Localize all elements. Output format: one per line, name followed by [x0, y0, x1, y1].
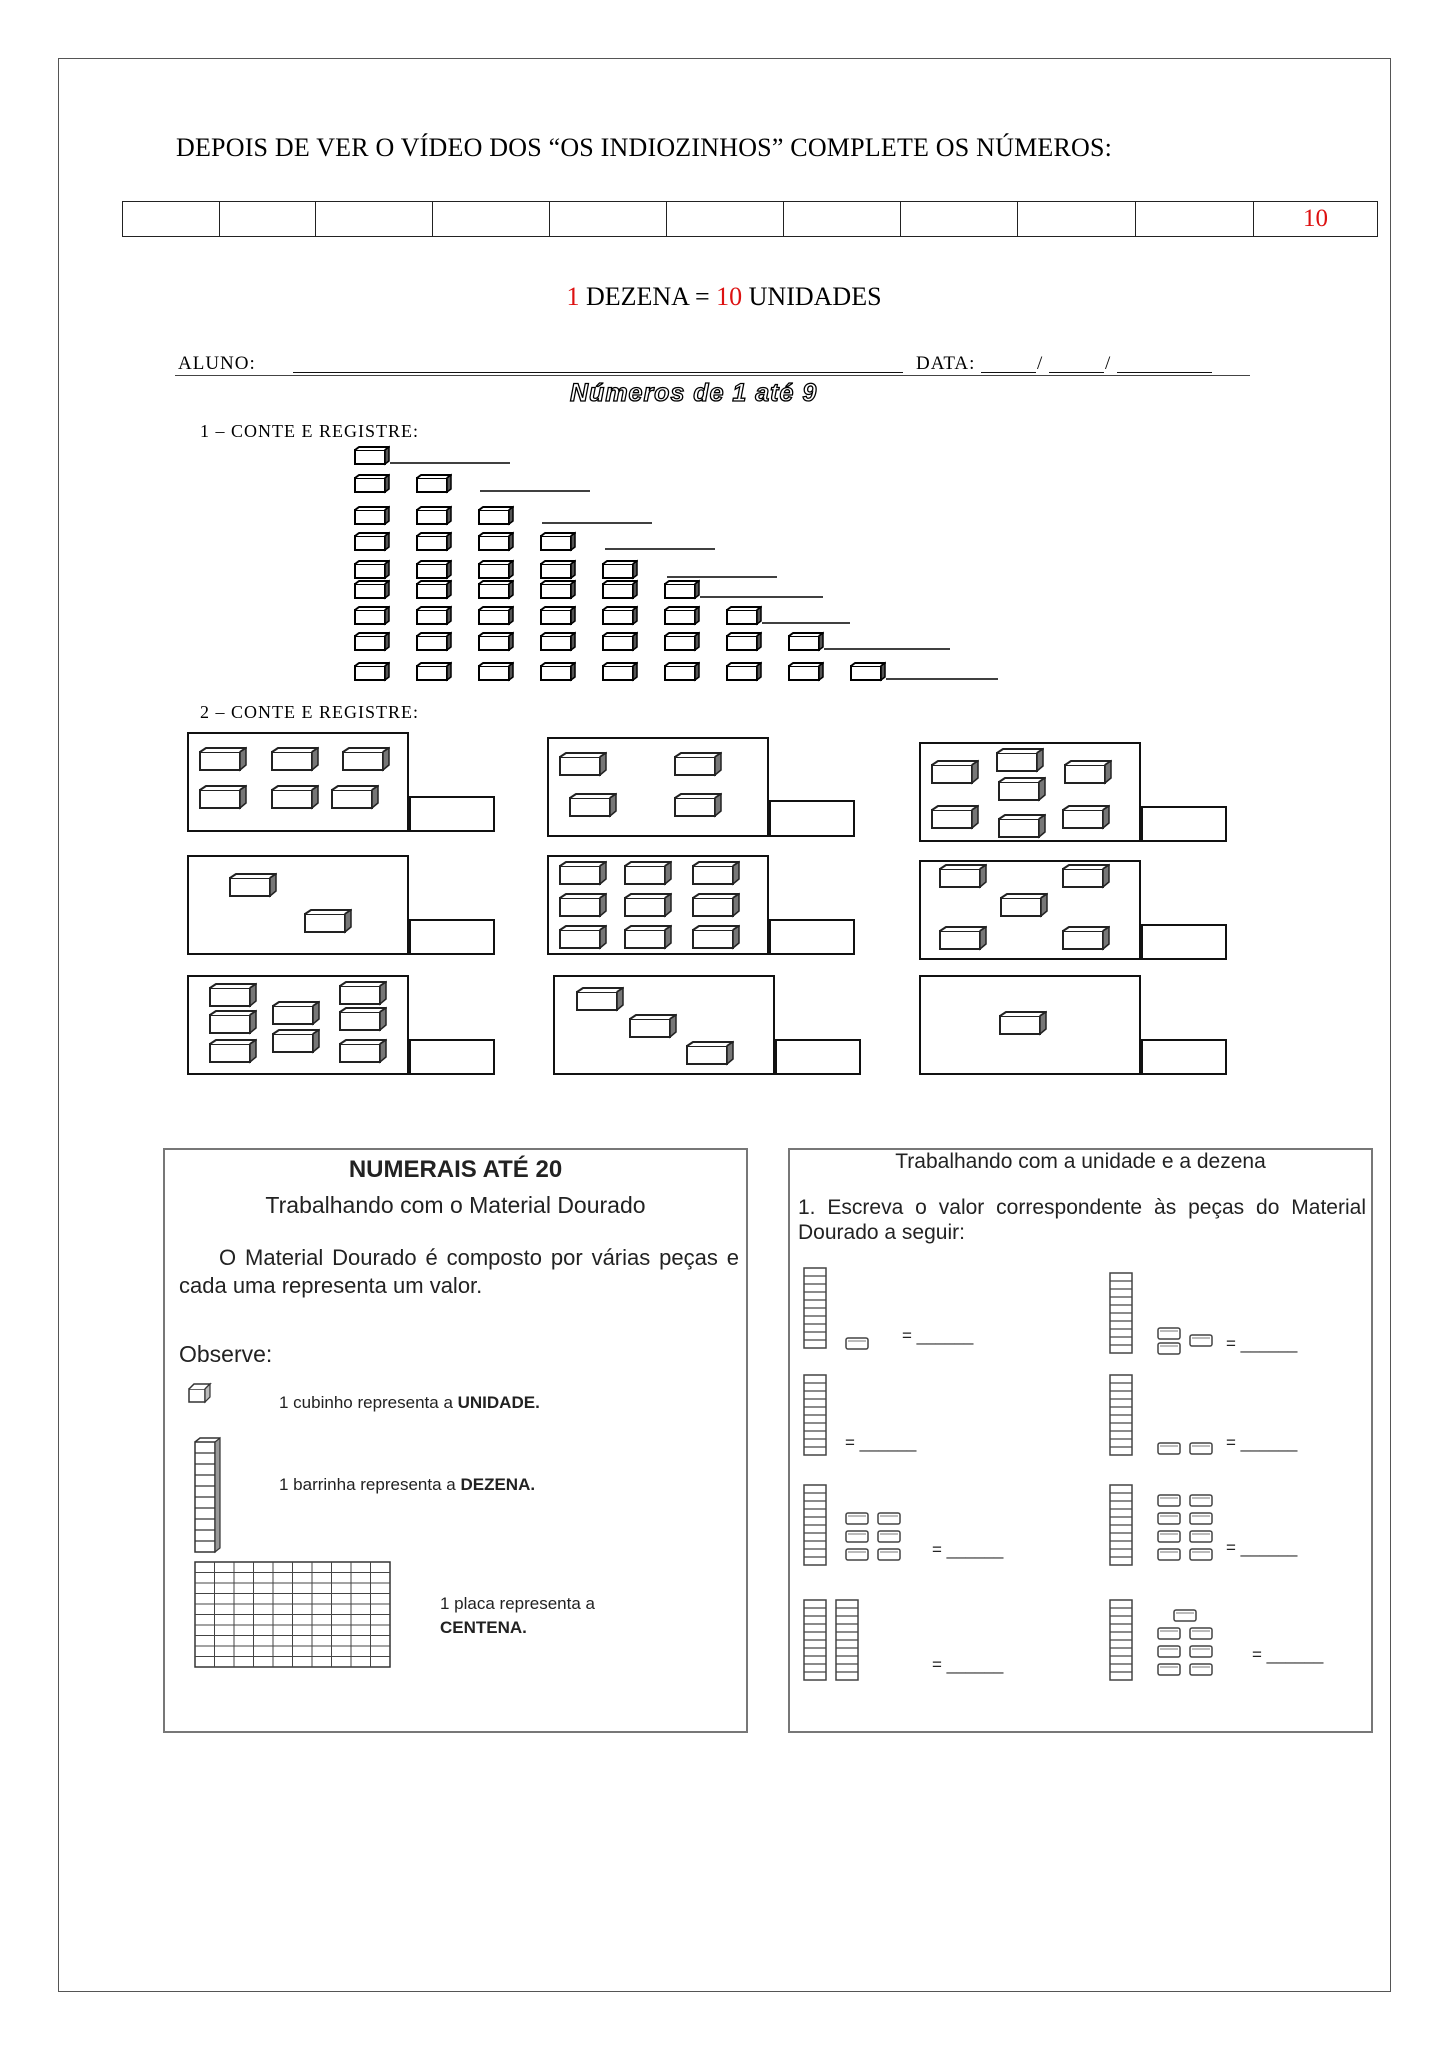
row-1: [355, 447, 510, 464]
answer-box[interactable]: [408, 1039, 495, 1075]
panel-unidade-dezena: [788, 1148, 1373, 1733]
number-cell[interactable]: [433, 202, 550, 237]
unidade-word: UNIDADE.: [457, 1393, 540, 1412]
centena-caption-text: 1 placa representa a: [440, 1594, 595, 1613]
row-5: [355, 561, 777, 578]
dezena-caption: [279, 1475, 535, 1495]
data-label: DATA:: [916, 353, 976, 374]
number-cell[interactable]: [1018, 202, 1136, 237]
answer-blank[interactable]: = ______: [1226, 1538, 1298, 1557]
panel-title: NUMERAIS ATÉ 20: [348, 1156, 563, 1183]
number-cell[interactable]: [123, 202, 220, 237]
worksheet-counting: [175, 345, 1250, 1075]
answer-blank[interactable]: = ______: [845, 1433, 917, 1452]
aluno-label: ALUNO:: [178, 353, 256, 374]
answer-box[interactable]: [1140, 806, 1227, 842]
counting-box: [187, 855, 409, 955]
answer-box[interactable]: [768, 919, 855, 955]
counting-cubes-art: [175, 345, 1250, 1075]
row-6: [355, 581, 823, 598]
question-2: 2 – CONTE E REGISTRE:: [200, 702, 419, 722]
observe-label: Observe:: [179, 1341, 273, 1367]
number-cell[interactable]: [550, 202, 667, 237]
answer-blank[interactable]: = ______: [1252, 1645, 1324, 1664]
answer-blank[interactable]: = ______: [932, 1540, 1004, 1559]
unidades-text: UNIDADES: [742, 282, 882, 311]
instruction-heading: DEPOIS DE VER O VÍDEO DOS “OS INDIOZINHOS” COMPLETE OS NÚMEROS:: [176, 133, 1113, 162]
answer-box[interactable]: [408, 919, 495, 955]
number-cell[interactable]: [220, 202, 316, 237]
counting-box: [919, 742, 1141, 842]
cube-icon: [189, 1384, 210, 1402]
number-cell[interactable]: [901, 202, 1018, 237]
number-cell[interactable]: [784, 202, 901, 237]
dezena-equation: [0, 282, 1448, 312]
rod-icon: [195, 1438, 220, 1552]
centena-caption: [440, 1592, 595, 1640]
answer-box[interactable]: [1140, 924, 1227, 960]
counting-box: [187, 732, 409, 832]
row-7: [355, 607, 850, 624]
answer-blank[interactable]: = ______: [1226, 1334, 1298, 1353]
panel-paragraph: O Material Dourado é composto por várias peças e cada uma representa um valor.: [179, 1245, 739, 1298]
panel-title: Trabalhando com a unidade e a dezena: [895, 1150, 1266, 1173]
unidade-caption-text: 1 cubinho representa a: [279, 1393, 458, 1412]
row-4: [355, 533, 715, 550]
dezena-text: DEZENA =: [579, 282, 717, 311]
answer-box[interactable]: [774, 1039, 861, 1075]
row-9: [355, 663, 998, 680]
dezena-caption-text: 1 barrinha representa a: [279, 1475, 461, 1494]
unidades-count: 10: [716, 282, 743, 311]
panel-material-dourado: [163, 1148, 748, 1733]
counting-box: [547, 737, 769, 837]
panel-subtitle: Trabalhando com o Material Dourado: [265, 1192, 646, 1218]
number-cell[interactable]: [667, 202, 784, 237]
counting-box: [547, 855, 769, 955]
number-cell[interactable]: [1136, 202, 1254, 237]
answer-box[interactable]: [768, 800, 855, 837]
row-3: [355, 507, 652, 524]
centena-word: CENTENA.: [440, 1618, 527, 1637]
counting-box: [187, 975, 409, 1075]
answer-blank[interactable]: = ______: [932, 1655, 1004, 1674]
date-separator: /: [1037, 353, 1044, 374]
dezena-count: 1: [566, 282, 580, 311]
row-2: [355, 475, 590, 492]
counting-box: [553, 975, 775, 1075]
answer-blank[interactable]: = ______: [902, 1326, 974, 1345]
counting-box: [919, 975, 1141, 1075]
plate-icon: [195, 1562, 390, 1667]
answer-blank[interactable]: = ______: [1226, 1433, 1298, 1452]
panel-instruction: 1. Escreva o valor correspondente às peças do Material Dourado a seguir:: [798, 1196, 1366, 1244]
counting-box: [919, 860, 1141, 960]
date-separator: /: [1105, 353, 1112, 374]
unidade-caption: [279, 1393, 540, 1413]
number-cell-last: 10: [1254, 202, 1378, 237]
answer-box[interactable]: [1140, 1039, 1227, 1075]
dezena-word: DEZENA.: [460, 1475, 536, 1494]
number-cell[interactable]: [316, 202, 433, 237]
question-1: 1 – CONTE E REGISTRE:: [200, 421, 419, 441]
number-table: [122, 201, 1378, 237]
row-8: [355, 633, 950, 650]
material-dourado-art: [165, 1150, 750, 1735]
answer-box[interactable]: [408, 796, 495, 832]
worksheet-title: Números de 1 até 9: [570, 379, 818, 407]
